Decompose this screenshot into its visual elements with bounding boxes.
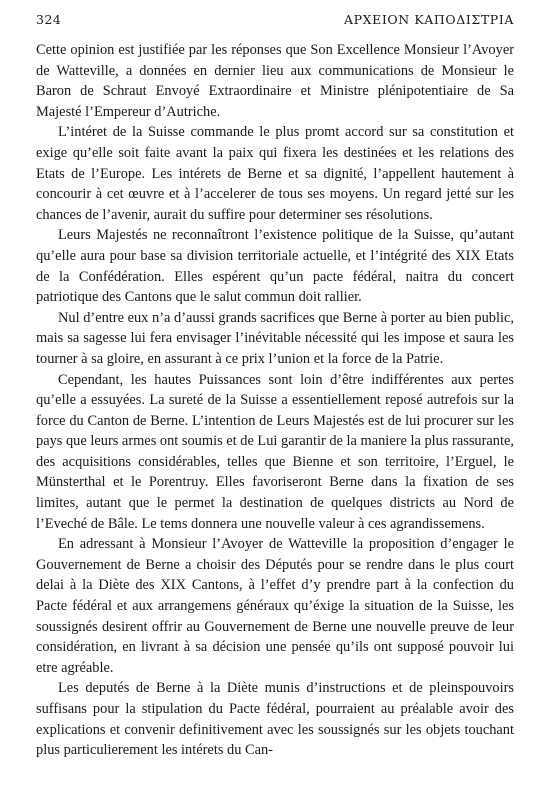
paragraph-3: Leurs Majestés ne reconnaîtront l’existence politique de la Suisse, qu’autant qu’elle aura pour base sa division territoriale actuelle, et l’intégrité des XIX Etats de la Confédération. Elles espérent qu’un pacte fédéral, naitra du concert patriotique des Cantons que le salut commun doit rallier.: [36, 227, 514, 306]
running-header: [36, 12, 514, 34]
body-text: [36, 40, 514, 761]
paragraph-1: Cette opinion est justifiée par les réponses que Son Excellence Monsieur l’Avoyer de Watteville, a données en dernier lieu aux communications de Monsieur le Baron de Schraut Envoyé Extraordinaire et Ministre plénipotentiaire de Sa Majesté l’Empereur d’Autriche.: [36, 42, 514, 120]
running-title: ΑΡΧΕΙΟΝ ΚΑΠΟΔΙΣΤΡΙΑ: [344, 12, 514, 27]
paragraph-2: L’intéret de la Suisse commande le plus promt accord sur sa constitution et exige qu’elle soit faite avant la paix qui fixera les destinées et les relations des Etats de l’Europe. Les intérets de Berne et sa dignité, l’appellent hautement à concourir à cet œuvre et à l’accelerer de tous ses moyens. Un regard jetté sur les chances de l’avenir, aurait du suffire pour determiner ses résolutions.: [36, 124, 514, 223]
paragraph-6: En adressant à Monsieur l’Avoyer de Watteville la proposition d’engager le Gouvernement de Berne a choisir des Députés pour se rendre dans le plus court delai à la Diète des XIX Cantons, à l’effet d’y prendre part à la confection du Pacte fédéral et aux arrangemens généraux qu’éxige la situation de la Suisse, les soussignés desirent offrir au Gouvernement de Berne une nouvelle preuve de leur considération, en livrant à sa décision une pensée qu’ils ont supposé pouvoir lui etre agréable.: [36, 536, 514, 676]
book-page: [36, 12, 514, 761]
page-number: 324: [36, 12, 62, 27]
paragraph-7: Les deputés de Berne à la Diète munis d’instructions et de pleinspouvoirs suffisans pour la stipulation du Pacte fédéral, pourraient au préalable avoir des explications et convenir definitivement avec les soussignés sur les objets touchant plus particulierement les intérets du Can-: [36, 680, 514, 759]
paragraph-4: Nul d’entre eux n’a d’aussi grands sacrifices que Berne à porter au bien public, mais sa sagesse lui fera envisager l’inévitable nécessité qui les impose et saura les tourner à sa gloire, en assurant à ce prix l’union et la force de la Patrie.: [36, 309, 514, 367]
paragraph-5: Cependant, les hautes Puissances sont loin d’être indifférentes aux pertes qu’elle a essuyées. La sureté de la Suisse a essentiellement reposé autrefois sur la force du Canton de Berne. L’intention de Leurs Majestés est de lui procurer sur les pays que leurs armes ont soumis et de Lui garantir de la maniere la plus rassurante, des acquisitions considérables, telles que Bienne et son territoire, l’Erguel, le Münsterthal et le Porentruy. Elles favoriseront Berne dans la fixation de ses limites, autant que le permet la destination de quelques districts au Nord de l’Eveché de Bâle. Le tems donnera une nouvelle valeur à ces agrandissemens.: [36, 371, 514, 532]
